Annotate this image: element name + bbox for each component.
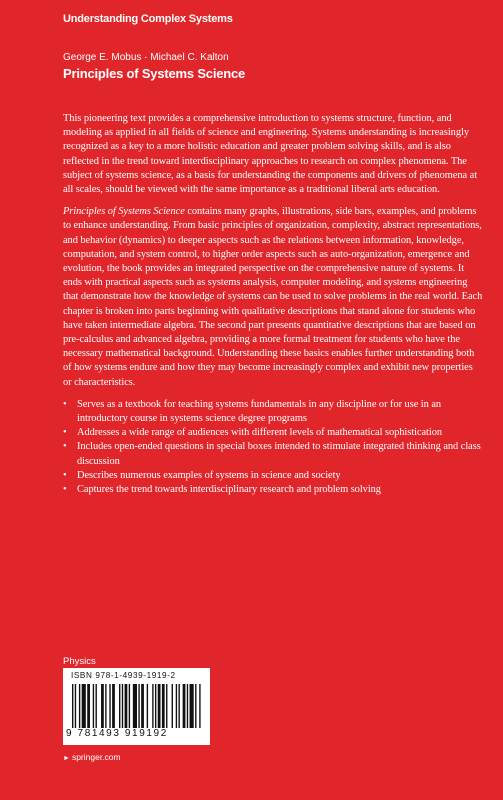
feature-text: Captures the trend towards interdisciplinary research and problem solving xyxy=(77,484,381,496)
blurb-paragraph-2 xyxy=(63,205,483,390)
barcode-bar xyxy=(112,684,115,728)
bullet-icon: • xyxy=(63,441,67,453)
barcode-bar xyxy=(93,684,94,728)
barcode-bar xyxy=(155,684,156,728)
barcode-panel xyxy=(63,668,210,745)
feature-text: Serves as a textbook for teaching systems fundamentals in any discipline or for use in an introductory course in systems science degree programs xyxy=(77,398,442,425)
book-title-italic: Principles of Systems Science xyxy=(63,206,185,218)
barcode-icon xyxy=(72,684,202,728)
barcode-bar xyxy=(141,684,144,728)
barcode-bar xyxy=(138,684,139,728)
feature-text: Describes numerous examples of systems in science and society xyxy=(77,469,341,481)
series-title: Understanding Complex Systems xyxy=(63,13,233,25)
barcode-bar xyxy=(195,684,196,728)
feature-list xyxy=(63,398,483,497)
barcode-bar xyxy=(101,684,104,728)
barcode-bar xyxy=(133,684,137,728)
chevron-right-icon: ► xyxy=(63,755,70,762)
barcode-bar xyxy=(79,684,80,728)
barcode-bar xyxy=(119,684,120,728)
barcode-bar xyxy=(178,684,179,728)
feature-item xyxy=(63,426,483,440)
barcode-bar xyxy=(158,684,161,728)
barcode-bar xyxy=(199,684,200,728)
barcode-bar xyxy=(96,684,97,728)
barcode-bar xyxy=(162,684,165,728)
authors: George E. Mobus · Michael C. Kalton xyxy=(63,52,229,63)
feature-item xyxy=(63,483,483,497)
feature-text: Addresses a wide range of audiences with different levels of mathematical sophistication xyxy=(77,427,443,439)
barcode-bar xyxy=(82,684,86,728)
bullet-icon: • xyxy=(63,484,67,496)
blurb-paragraph-2-text: contains many graphs, illustrations, side bars, examples, and problems to enhance understanding. From basic principles of organization, complexity, abstract representations, and behavior (dynamics) to deeper aspects such as the relations between information, knowledge, computation, and system control, to higher order aspects such as auto-organization, emergence and evolution, the book provides an integrated perspective on the comprehensive nature of systems. It ends with practical aspects such as systems analysis, computer modeling, and systems engineering that demonstrate how the knowledge of systems can be used to solve problems in the real world. Each chapter is broken into parts beginning with qualitative descriptions that stand alone for students who have taken intermediate algebra. The second part presents quantitative descriptions that are based on pre-calculus and advanced algebra, providing a more formal treatment for students who have the necessary mathematical background. Understanding these basics enables further understanding both of how systems endure and how they may become increasingly complex and exhibit new properties or characteristics. xyxy=(63,206,483,388)
barcode-bar xyxy=(129,684,130,728)
barcode-bar xyxy=(125,684,128,728)
isbn-label: ISBN 978-1-4939-1919-2 xyxy=(71,671,176,680)
barcode-bar xyxy=(147,684,148,728)
publisher-link[interactable] xyxy=(63,752,121,762)
barcode-bar xyxy=(109,684,110,728)
bullet-icon: • xyxy=(63,469,67,481)
feature-text: Includes open-ended questions in special boxes intended to stimulate integrated thinking and class discussion xyxy=(77,441,481,467)
barcode-bar xyxy=(87,684,90,728)
bullet-icon: • xyxy=(63,427,67,439)
publisher-url: springer.com xyxy=(71,752,121,762)
barcode-bar xyxy=(72,684,73,728)
blurb-paragraph-1: This pioneering text provides a comprehensive introduction to systems structure, function, and modeling as applied in all fields of science and engineering. Systems understanding is increasingly recognized as a key to a more holistic education and greater problem solving skills, and is also reflected in the trend toward interdisciplinary approaches to research on complex phenomena. The subject of systems science, as a basis for understanding the components and drivers of phenomena at all scales, should be viewed with the same importance as a traditional liberal arts education. xyxy=(63,113,478,196)
barcode-bar xyxy=(187,684,188,728)
barcode-bar xyxy=(183,684,186,728)
book-title: Principles of Systems Science xyxy=(63,66,246,81)
barcode-bar xyxy=(176,684,177,728)
barcode-bar xyxy=(172,684,173,728)
feature-item xyxy=(63,469,483,483)
blurb xyxy=(63,112,483,497)
subject-label: Physics xyxy=(63,656,96,667)
barcode-bar xyxy=(190,684,194,728)
feature-item xyxy=(63,398,483,426)
barcode-digits: 9 781493 919192 xyxy=(66,728,168,739)
barcode-bar xyxy=(105,684,106,728)
barcode-bar xyxy=(75,684,76,728)
barcode-bar xyxy=(152,684,153,728)
barcode-bar xyxy=(166,684,167,728)
barcode-bar xyxy=(122,684,123,728)
feature-item xyxy=(63,440,483,468)
bullet-icon: • xyxy=(63,398,67,410)
